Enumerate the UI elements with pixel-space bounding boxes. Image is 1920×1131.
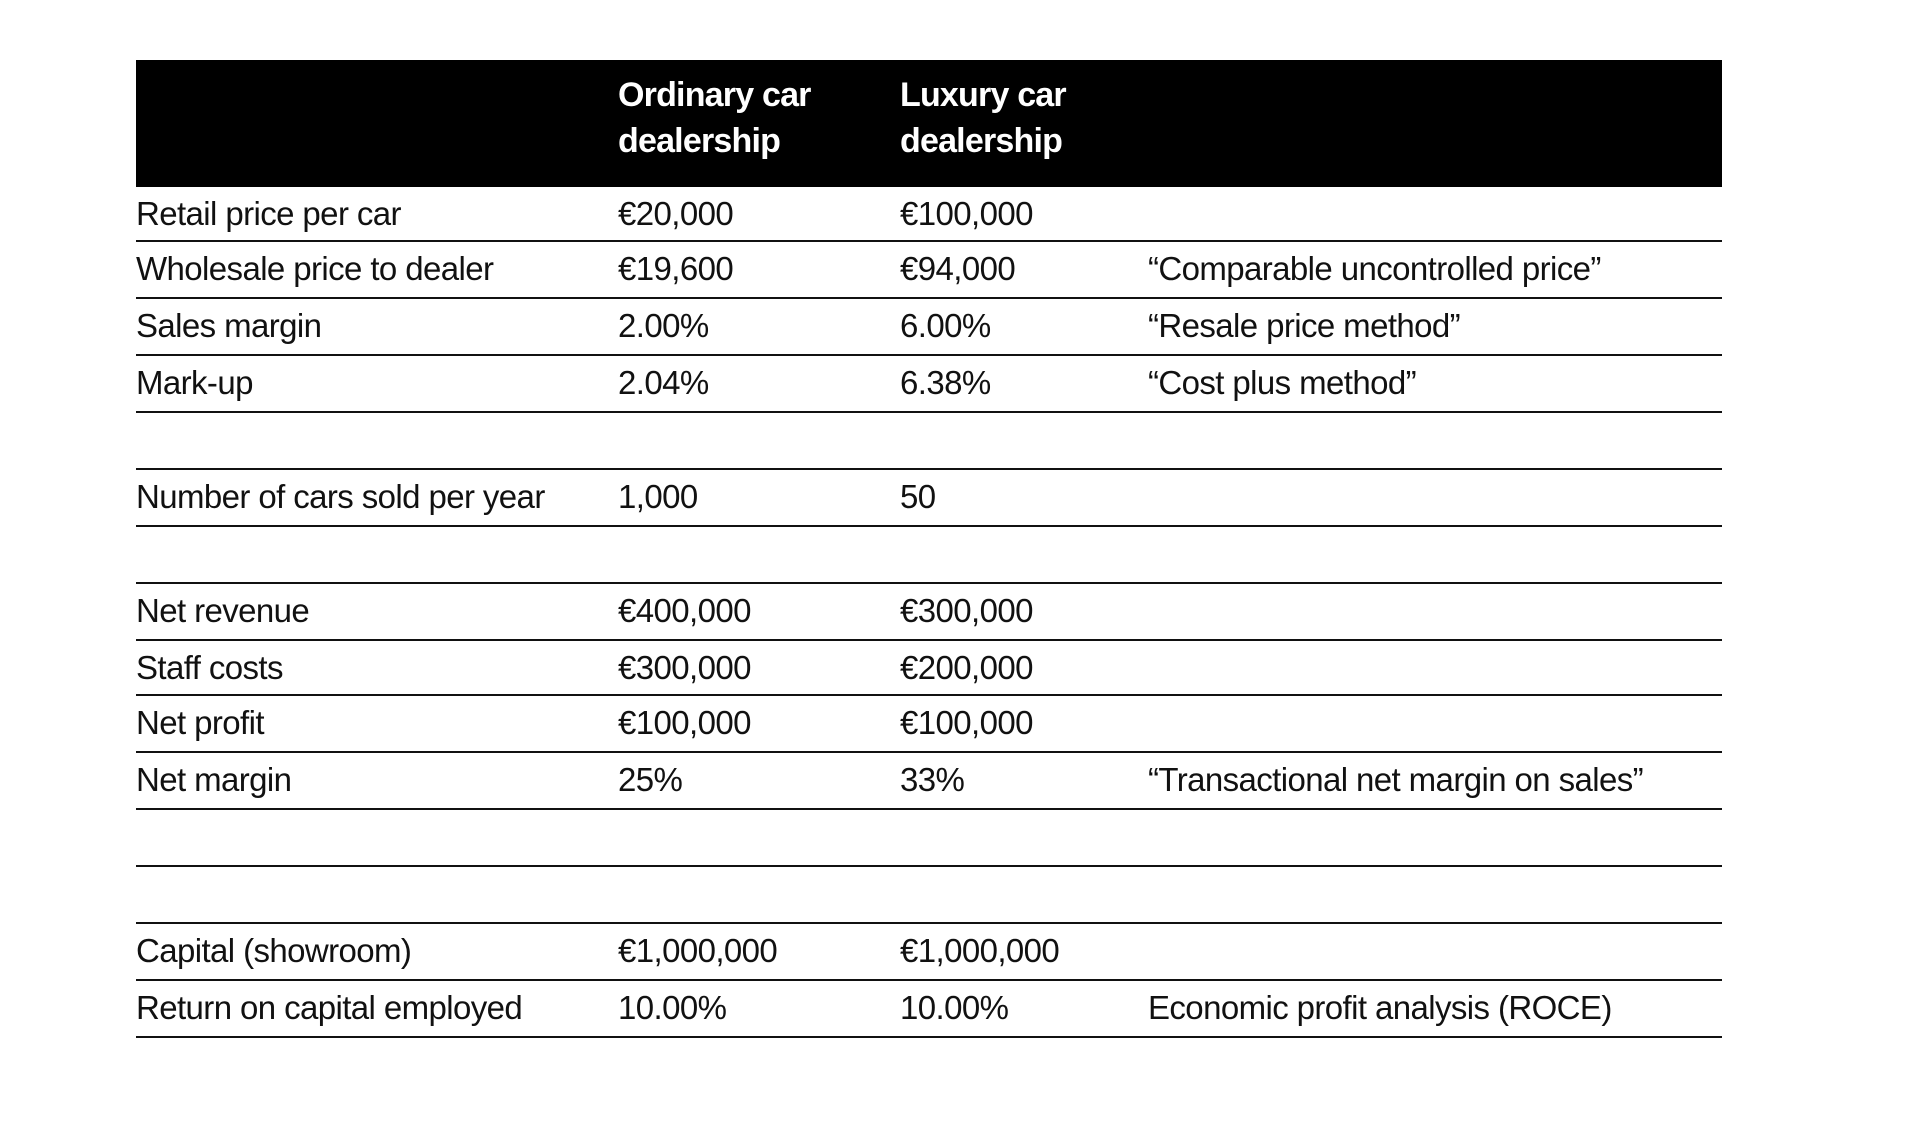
luxury-value: 50 bbox=[900, 478, 936, 515]
luxury-value: 6.00% bbox=[900, 307, 991, 344]
row-label: Net profit bbox=[136, 704, 264, 741]
row-label: Sales margin bbox=[136, 307, 322, 344]
luxury-value: €94,000 bbox=[900, 250, 1016, 287]
method-note: Economic profit analysis (ROCE) bbox=[1148, 989, 1612, 1026]
table-row bbox=[136, 641, 1722, 696]
table-row bbox=[136, 356, 1722, 413]
ordinary-value: €400,000 bbox=[618, 592, 751, 629]
table-row bbox=[136, 981, 1722, 1038]
table-body bbox=[136, 187, 1722, 1038]
header-ordinary-dealership bbox=[618, 72, 811, 164]
header-ordinary-line1: Ordinary car bbox=[618, 76, 811, 114]
luxury-value: €100,000 bbox=[900, 195, 1033, 232]
luxury-value: €300,000 bbox=[900, 592, 1033, 629]
table-row-spacer bbox=[136, 413, 1722, 470]
row-label: Wholesale price to dealer bbox=[136, 250, 494, 287]
ordinary-value: €100,000 bbox=[618, 704, 751, 741]
table-row-spacer bbox=[136, 527, 1722, 584]
row-label: Staff costs bbox=[136, 649, 283, 686]
table-row bbox=[136, 753, 1722, 810]
luxury-value: 10.00% bbox=[900, 989, 1009, 1026]
ordinary-value: 10.00% bbox=[618, 989, 727, 1026]
ordinary-value: 1,000 bbox=[618, 478, 698, 515]
header-luxury-line2: dealership bbox=[900, 122, 1063, 160]
table-row bbox=[136, 187, 1722, 242]
ordinary-value: €20,000 bbox=[618, 195, 734, 232]
header-ordinary-line2: dealership bbox=[618, 122, 781, 160]
luxury-value: 6.38% bbox=[900, 364, 991, 401]
row-label: Net margin bbox=[136, 761, 292, 798]
table-row-spacer bbox=[136, 810, 1722, 867]
table-row bbox=[136, 299, 1722, 356]
header-luxury-dealership bbox=[900, 72, 1066, 164]
method-note: “Cost plus method” bbox=[1148, 364, 1416, 401]
table-row bbox=[136, 584, 1722, 641]
table-row bbox=[136, 470, 1722, 527]
method-note: “Comparable uncontrolled price” bbox=[1148, 250, 1601, 287]
row-label: Net revenue bbox=[136, 592, 310, 629]
header-luxury-line1: Luxury car bbox=[900, 76, 1066, 114]
ordinary-value: 2.00% bbox=[618, 307, 709, 344]
row-label: Retail price per car bbox=[136, 195, 401, 232]
luxury-value: €100,000 bbox=[900, 704, 1033, 741]
ordinary-value: 25% bbox=[618, 761, 683, 798]
comparison-table bbox=[136, 60, 1722, 1038]
row-label: Capital (showroom) bbox=[136, 932, 412, 969]
table-row bbox=[136, 242, 1722, 299]
row-label: Number of cars sold per year bbox=[136, 478, 545, 515]
ordinary-value: €300,000 bbox=[618, 649, 751, 686]
table-row bbox=[136, 924, 1722, 981]
luxury-value: €200,000 bbox=[900, 649, 1033, 686]
luxury-value: €1,000,000 bbox=[900, 932, 1060, 969]
table-header bbox=[136, 60, 1722, 187]
table-row bbox=[136, 696, 1722, 753]
method-note: “Resale price method” bbox=[1148, 307, 1461, 344]
ordinary-value: €19,600 bbox=[618, 250, 734, 287]
row-label: Mark-up bbox=[136, 364, 253, 401]
ordinary-value: 2.04% bbox=[618, 364, 709, 401]
ordinary-value: €1,000,000 bbox=[618, 932, 778, 969]
luxury-value: 33% bbox=[900, 761, 965, 798]
method-note: “Transactional net margin on sales” bbox=[1148, 761, 1644, 798]
row-label: Return on capital employed bbox=[136, 989, 523, 1026]
table-row-spacer bbox=[136, 867, 1722, 924]
